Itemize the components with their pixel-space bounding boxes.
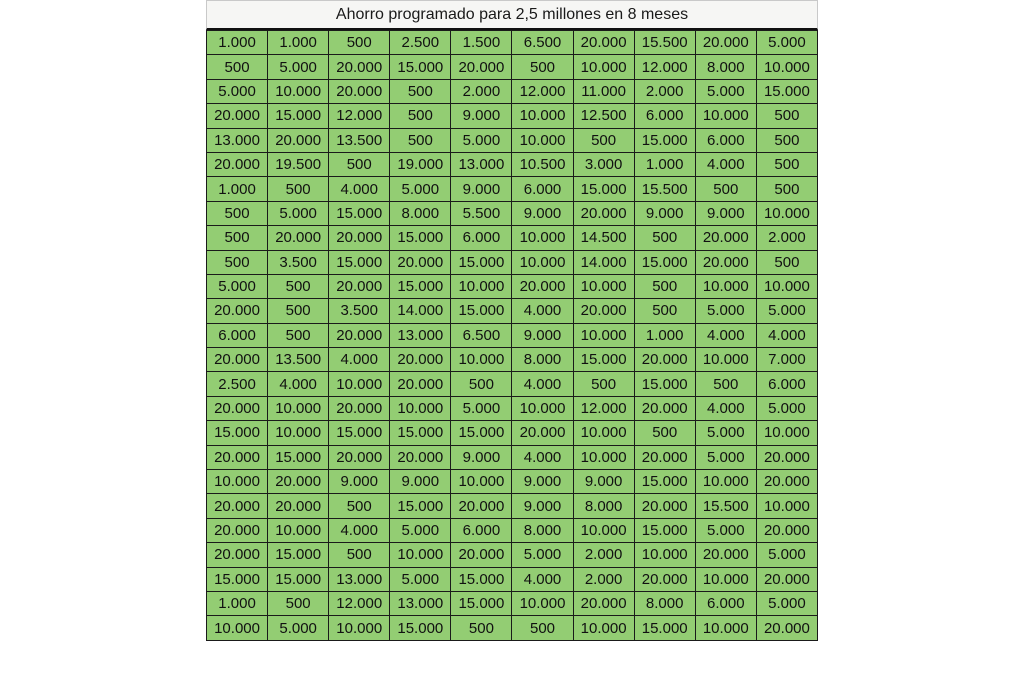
table-cell: 9.000 bbox=[512, 494, 573, 518]
table-cell: 500 bbox=[756, 128, 817, 152]
table-cell: 20.000 bbox=[207, 348, 268, 372]
table-cell: 5.000 bbox=[268, 55, 329, 79]
table-row bbox=[207, 299, 818, 323]
table-cell: 15.000 bbox=[451, 567, 512, 591]
table-cell: 20.000 bbox=[329, 55, 390, 79]
table-cell: 500 bbox=[207, 201, 268, 225]
table-cell: 15.000 bbox=[634, 616, 695, 640]
table-cell: 9.000 bbox=[573, 470, 634, 494]
table-cell: 15.000 bbox=[390, 274, 451, 298]
table-cell: 20.000 bbox=[207, 152, 268, 176]
table-cell: 2.000 bbox=[573, 567, 634, 591]
table-cell: 15.000 bbox=[756, 79, 817, 103]
table-row bbox=[207, 591, 818, 615]
table-cell: 20.000 bbox=[756, 567, 817, 591]
table-cell: 20.000 bbox=[634, 348, 695, 372]
table-cell: 20.000 bbox=[329, 274, 390, 298]
table-cell: 4.000 bbox=[695, 396, 756, 420]
table-cell: 10.000 bbox=[573, 274, 634, 298]
table-cell: 20.000 bbox=[268, 470, 329, 494]
table-cell: 15.000 bbox=[207, 421, 268, 445]
table-cell: 15.000 bbox=[390, 226, 451, 250]
table-cell: 500 bbox=[756, 250, 817, 274]
table-cell: 12.000 bbox=[634, 55, 695, 79]
table-cell: 1.000 bbox=[207, 591, 268, 615]
table-cell: 15.000 bbox=[390, 616, 451, 640]
table-cell: 15.000 bbox=[573, 177, 634, 201]
table-cell: 20.000 bbox=[451, 494, 512, 518]
table-cell: 6.500 bbox=[451, 323, 512, 347]
table-cell: 5.000 bbox=[207, 79, 268, 103]
table-cell: 3.500 bbox=[329, 299, 390, 323]
table-cell: 5.000 bbox=[390, 567, 451, 591]
table-cell: 500 bbox=[512, 616, 573, 640]
table-cell: 19.500 bbox=[268, 152, 329, 176]
table-cell: 20.000 bbox=[756, 616, 817, 640]
table-cell: 20.000 bbox=[207, 494, 268, 518]
table-cell: 10.000 bbox=[756, 421, 817, 445]
table-row bbox=[207, 152, 818, 176]
table-cell: 12.000 bbox=[512, 79, 573, 103]
table-cell: 2.500 bbox=[207, 372, 268, 396]
table-cell: 15.000 bbox=[268, 445, 329, 469]
table-cell: 20.000 bbox=[695, 226, 756, 250]
table-cell: 11.000 bbox=[573, 79, 634, 103]
table-cell: 10.000 bbox=[695, 104, 756, 128]
table-cell: 13.500 bbox=[329, 128, 390, 152]
table-cell: 500 bbox=[268, 323, 329, 347]
table-cell: 20.000 bbox=[390, 250, 451, 274]
sheet-title: Ahorro programado para 2,5 millones en 8 meses bbox=[206, 0, 818, 30]
table-cell: 500 bbox=[634, 274, 695, 298]
table-cell: 8.000 bbox=[390, 201, 451, 225]
table-cell: 5.000 bbox=[695, 421, 756, 445]
table-cell: 20.000 bbox=[207, 396, 268, 420]
table-cell: 20.000 bbox=[268, 494, 329, 518]
table-cell: 15.000 bbox=[451, 421, 512, 445]
table-cell: 1.000 bbox=[634, 323, 695, 347]
table-cell: 15.000 bbox=[451, 250, 512, 274]
table-cell: 12.000 bbox=[329, 104, 390, 128]
table-cell: 5.000 bbox=[695, 299, 756, 323]
table-cell: 20.000 bbox=[207, 445, 268, 469]
table-cell: 500 bbox=[268, 177, 329, 201]
table-cell: 20.000 bbox=[207, 104, 268, 128]
table-cell: 20.000 bbox=[634, 567, 695, 591]
table-cell: 500 bbox=[329, 152, 390, 176]
table-cell: 8.000 bbox=[573, 494, 634, 518]
table-cell: 20.000 bbox=[329, 396, 390, 420]
table-cell: 14.000 bbox=[390, 299, 451, 323]
table-cell: 10.000 bbox=[451, 348, 512, 372]
table-cell: 20.000 bbox=[512, 274, 573, 298]
table-cell: 1.000 bbox=[634, 152, 695, 176]
table-cell: 500 bbox=[695, 177, 756, 201]
table-cell: 4.000 bbox=[512, 567, 573, 591]
table-cell: 10.000 bbox=[573, 518, 634, 542]
table-cell: 6.000 bbox=[756, 372, 817, 396]
table-cell: 500 bbox=[268, 299, 329, 323]
table-cell: 20.000 bbox=[329, 323, 390, 347]
table-cell: 6.500 bbox=[512, 31, 573, 55]
table-cell: 2.000 bbox=[573, 543, 634, 567]
table-cell: 20.000 bbox=[207, 299, 268, 323]
table-cell: 500 bbox=[573, 128, 634, 152]
table-row bbox=[207, 518, 818, 542]
table-cell: 15.000 bbox=[573, 348, 634, 372]
table-cell: 6.000 bbox=[695, 128, 756, 152]
table-cell: 6.000 bbox=[695, 591, 756, 615]
table-cell: 9.000 bbox=[451, 177, 512, 201]
table-cell: 4.000 bbox=[695, 323, 756, 347]
table-row bbox=[207, 274, 818, 298]
table-cell: 4.000 bbox=[756, 323, 817, 347]
table-row bbox=[207, 567, 818, 591]
table-cell: 500 bbox=[634, 226, 695, 250]
table-cell: 9.000 bbox=[451, 445, 512, 469]
table-cell: 20.000 bbox=[329, 445, 390, 469]
table-cell: 15.000 bbox=[207, 567, 268, 591]
table-cell: 10.000 bbox=[329, 372, 390, 396]
table-cell: 20.000 bbox=[512, 421, 573, 445]
table-cell: 6.000 bbox=[512, 177, 573, 201]
table-cell: 12.500 bbox=[573, 104, 634, 128]
table-cell: 9.000 bbox=[512, 201, 573, 225]
table-cell: 5.000 bbox=[512, 543, 573, 567]
table-cell: 2.000 bbox=[634, 79, 695, 103]
table-cell: 10.000 bbox=[756, 55, 817, 79]
table-row bbox=[207, 396, 818, 420]
table-cell: 9.000 bbox=[329, 470, 390, 494]
table-cell: 7.000 bbox=[756, 348, 817, 372]
table-row bbox=[207, 177, 818, 201]
table-cell: 500 bbox=[207, 55, 268, 79]
table-cell: 20.000 bbox=[207, 543, 268, 567]
table-cell: 15.000 bbox=[268, 543, 329, 567]
table-cell: 13.000 bbox=[390, 323, 451, 347]
table-cell: 20.000 bbox=[695, 250, 756, 274]
table-cell: 20.000 bbox=[268, 226, 329, 250]
table-cell: 1.000 bbox=[268, 31, 329, 55]
table-cell: 20.000 bbox=[695, 543, 756, 567]
table-cell: 4.000 bbox=[512, 299, 573, 323]
table-cell: 10.000 bbox=[695, 348, 756, 372]
table-cell: 15.000 bbox=[451, 299, 512, 323]
table-cell: 15.000 bbox=[268, 567, 329, 591]
table-cell: 13.000 bbox=[329, 567, 390, 591]
table-cell: 500 bbox=[512, 55, 573, 79]
table-cell: 5.000 bbox=[695, 518, 756, 542]
table-cell: 500 bbox=[451, 372, 512, 396]
table-cell: 20.000 bbox=[451, 55, 512, 79]
table-cell: 9.000 bbox=[512, 470, 573, 494]
table-cell: 15.000 bbox=[634, 250, 695, 274]
table-row bbox=[207, 543, 818, 567]
table-row bbox=[207, 55, 818, 79]
table-row bbox=[207, 616, 818, 640]
table-cell: 10.000 bbox=[207, 470, 268, 494]
table-cell: 10.000 bbox=[695, 470, 756, 494]
table-cell: 19.000 bbox=[390, 152, 451, 176]
table-cell: 500 bbox=[329, 494, 390, 518]
table-cell: 4.000 bbox=[512, 372, 573, 396]
savings-grid bbox=[206, 30, 818, 641]
table-cell: 5.000 bbox=[756, 543, 817, 567]
table-cell: 15.000 bbox=[634, 372, 695, 396]
table-cell: 10.000 bbox=[756, 274, 817, 298]
table-cell: 6.000 bbox=[634, 104, 695, 128]
table-cell: 500 bbox=[756, 104, 817, 128]
table-cell: 20.000 bbox=[207, 518, 268, 542]
table-cell: 20.000 bbox=[451, 543, 512, 567]
table-cell: 3.500 bbox=[268, 250, 329, 274]
table-cell: 10.000 bbox=[573, 55, 634, 79]
table-cell: 20.000 bbox=[695, 31, 756, 55]
table-cell: 5.000 bbox=[756, 591, 817, 615]
table-cell: 10.000 bbox=[268, 518, 329, 542]
table-cell: 10.000 bbox=[695, 274, 756, 298]
table-cell: 3.000 bbox=[573, 152, 634, 176]
table-row bbox=[207, 348, 818, 372]
table-cell: 15.000 bbox=[329, 201, 390, 225]
table-cell: 10.000 bbox=[329, 616, 390, 640]
table-cell: 4.000 bbox=[329, 348, 390, 372]
table-row bbox=[207, 104, 818, 128]
table-cell: 5.000 bbox=[451, 396, 512, 420]
table-cell: 20.000 bbox=[573, 31, 634, 55]
table-row bbox=[207, 494, 818, 518]
table-cell: 10.000 bbox=[512, 250, 573, 274]
table-cell: 10.000 bbox=[207, 616, 268, 640]
table-cell: 20.000 bbox=[573, 299, 634, 323]
table-cell: 500 bbox=[390, 128, 451, 152]
table-cell: 10.000 bbox=[390, 543, 451, 567]
table-cell: 5.000 bbox=[756, 31, 817, 55]
table-cell: 20.000 bbox=[756, 445, 817, 469]
table-cell: 20.000 bbox=[390, 372, 451, 396]
table-cell: 5.000 bbox=[695, 79, 756, 103]
table-cell: 15.000 bbox=[634, 128, 695, 152]
table-cell: 500 bbox=[207, 226, 268, 250]
table-cell: 500 bbox=[268, 591, 329, 615]
table-cell: 15.000 bbox=[390, 494, 451, 518]
table-cell: 5.000 bbox=[756, 299, 817, 323]
table-cell: 10.000 bbox=[512, 104, 573, 128]
table-cell: 10.000 bbox=[451, 274, 512, 298]
savings-sheet bbox=[206, 0, 818, 683]
table-cell: 10.000 bbox=[268, 421, 329, 445]
table-cell: 20.000 bbox=[268, 128, 329, 152]
table-cell: 10.000 bbox=[512, 128, 573, 152]
table-cell: 4.000 bbox=[268, 372, 329, 396]
table-cell: 15.000 bbox=[390, 421, 451, 445]
table-cell: 10.000 bbox=[390, 396, 451, 420]
table-cell: 500 bbox=[329, 543, 390, 567]
table-cell: 10.000 bbox=[451, 470, 512, 494]
table-cell: 10.000 bbox=[756, 494, 817, 518]
table-cell: 13.000 bbox=[207, 128, 268, 152]
grid-body bbox=[207, 31, 818, 641]
table-cell: 20.000 bbox=[756, 470, 817, 494]
table-cell: 9.000 bbox=[695, 201, 756, 225]
table-cell: 20.000 bbox=[390, 445, 451, 469]
table-cell: 20.000 bbox=[573, 591, 634, 615]
table-cell: 20.000 bbox=[756, 518, 817, 542]
table-cell: 4.000 bbox=[329, 177, 390, 201]
table-cell: 6.000 bbox=[451, 226, 512, 250]
table-cell: 500 bbox=[390, 79, 451, 103]
table-cell: 10.000 bbox=[573, 445, 634, 469]
table-row bbox=[207, 372, 818, 396]
table-row bbox=[207, 226, 818, 250]
table-cell: 4.000 bbox=[512, 445, 573, 469]
table-cell: 20.000 bbox=[329, 226, 390, 250]
table-cell: 500 bbox=[634, 421, 695, 445]
table-cell: 500 bbox=[756, 152, 817, 176]
table-cell: 14.500 bbox=[573, 226, 634, 250]
table-cell: 500 bbox=[756, 177, 817, 201]
table-cell: 12.000 bbox=[329, 591, 390, 615]
table-cell: 15.500 bbox=[634, 31, 695, 55]
table-cell: 2.500 bbox=[390, 31, 451, 55]
table-cell: 10.000 bbox=[512, 226, 573, 250]
table-cell: 5.000 bbox=[756, 396, 817, 420]
table-cell: 10.000 bbox=[634, 543, 695, 567]
table-cell: 20.000 bbox=[390, 348, 451, 372]
table-cell: 14.000 bbox=[573, 250, 634, 274]
table-cell: 13.500 bbox=[268, 348, 329, 372]
table-cell: 20.000 bbox=[634, 396, 695, 420]
table-cell: 9.000 bbox=[512, 323, 573, 347]
table-cell: 8.000 bbox=[512, 518, 573, 542]
table-cell: 5.000 bbox=[451, 128, 512, 152]
table-cell: 10.000 bbox=[695, 616, 756, 640]
table-cell: 9.000 bbox=[451, 104, 512, 128]
table-cell: 10.000 bbox=[512, 396, 573, 420]
table-cell: 2.000 bbox=[756, 226, 817, 250]
table-cell: 5.000 bbox=[207, 274, 268, 298]
table-cell: 500 bbox=[451, 616, 512, 640]
table-cell: 5.500 bbox=[451, 201, 512, 225]
table-cell: 15.000 bbox=[634, 518, 695, 542]
table-cell: 10.000 bbox=[756, 201, 817, 225]
table-cell: 10.000 bbox=[695, 567, 756, 591]
table-row bbox=[207, 323, 818, 347]
table-cell: 10.000 bbox=[268, 79, 329, 103]
table-cell: 10.000 bbox=[573, 421, 634, 445]
table-cell: 10.000 bbox=[268, 396, 329, 420]
table-cell: 8.000 bbox=[512, 348, 573, 372]
table-row bbox=[207, 128, 818, 152]
table-cell: 4.000 bbox=[329, 518, 390, 542]
table-cell: 2.000 bbox=[451, 79, 512, 103]
table-cell: 6.000 bbox=[207, 323, 268, 347]
table-cell: 15.000 bbox=[329, 250, 390, 274]
table-cell: 500 bbox=[329, 31, 390, 55]
table-row bbox=[207, 470, 818, 494]
table-cell: 15.000 bbox=[268, 104, 329, 128]
table-cell: 500 bbox=[573, 372, 634, 396]
table-row bbox=[207, 79, 818, 103]
table-cell: 5.000 bbox=[390, 518, 451, 542]
table-cell: 5.000 bbox=[268, 201, 329, 225]
table-cell: 13.000 bbox=[390, 591, 451, 615]
table-cell: 13.000 bbox=[451, 152, 512, 176]
table-cell: 20.000 bbox=[634, 494, 695, 518]
table-cell: 20.000 bbox=[329, 79, 390, 103]
table-cell: 15.000 bbox=[634, 470, 695, 494]
table-row bbox=[207, 31, 818, 55]
table-cell: 8.000 bbox=[695, 55, 756, 79]
table-row bbox=[207, 445, 818, 469]
table-row bbox=[207, 201, 818, 225]
table-cell: 15.500 bbox=[634, 177, 695, 201]
table-cell: 10.000 bbox=[512, 591, 573, 615]
table-cell: 6.000 bbox=[451, 518, 512, 542]
table-cell: 15.000 bbox=[390, 55, 451, 79]
table-cell: 5.000 bbox=[695, 445, 756, 469]
table-cell: 10.000 bbox=[573, 323, 634, 347]
table-cell: 12.000 bbox=[573, 396, 634, 420]
table-cell: 500 bbox=[207, 250, 268, 274]
table-cell: 5.000 bbox=[390, 177, 451, 201]
table-cell: 1.000 bbox=[207, 177, 268, 201]
table-row bbox=[207, 421, 818, 445]
table-cell: 4.000 bbox=[695, 152, 756, 176]
table-cell: 500 bbox=[634, 299, 695, 323]
table-cell: 10.500 bbox=[512, 152, 573, 176]
table-cell: 10.000 bbox=[573, 616, 634, 640]
table-cell: 500 bbox=[268, 274, 329, 298]
table-cell: 20.000 bbox=[573, 201, 634, 225]
table-cell: 1.000 bbox=[207, 31, 268, 55]
table-cell: 15.000 bbox=[329, 421, 390, 445]
table-cell: 5.000 bbox=[268, 616, 329, 640]
table-cell: 15.000 bbox=[451, 591, 512, 615]
table-cell: 500 bbox=[695, 372, 756, 396]
table-cell: 20.000 bbox=[634, 445, 695, 469]
table-cell: 9.000 bbox=[390, 470, 451, 494]
table-cell: 9.000 bbox=[634, 201, 695, 225]
table-row bbox=[207, 250, 818, 274]
table-cell: 8.000 bbox=[634, 591, 695, 615]
table-cell: 15.500 bbox=[695, 494, 756, 518]
table-cell: 1.500 bbox=[451, 31, 512, 55]
table-cell: 500 bbox=[390, 104, 451, 128]
